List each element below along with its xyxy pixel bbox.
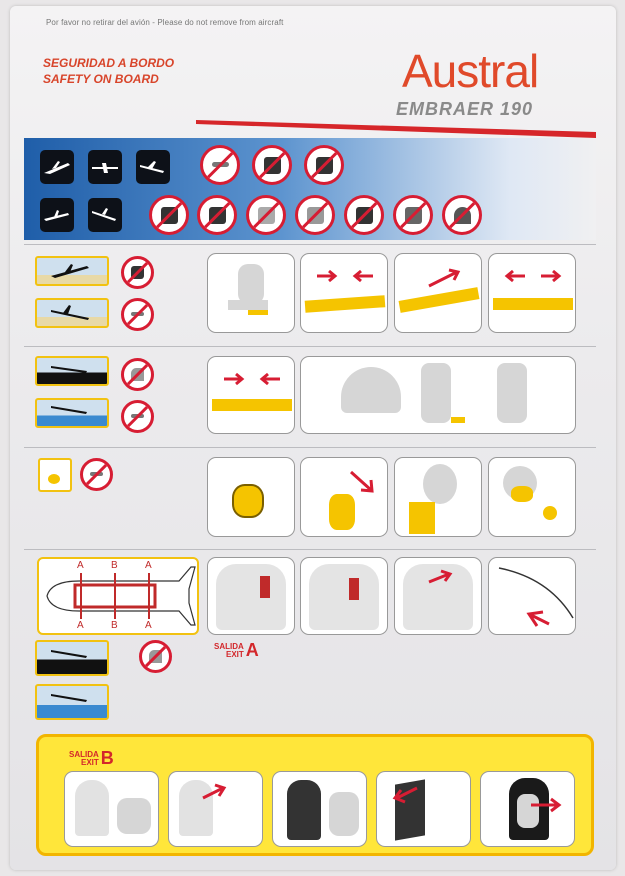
red-swoosh-divider [196,118,596,140]
title-english: SAFETY ON BOARD [43,72,159,86]
no-walkie-talkie-icon [252,145,292,185]
exit-b-step-2 [168,771,263,847]
no-camera-icon [295,195,335,235]
seatbelt-tighten-step [394,253,482,333]
landing-icon [136,150,170,184]
water-evacuation-thumbnail-icon [35,684,109,720]
oxygen-mask-drop-step [207,457,295,537]
exit-b-label [69,748,114,769]
no-smoking-icon [121,400,154,433]
seatbelt-fasten-step-1 [207,253,295,333]
exit-a-label [214,640,259,661]
brace-position-illustration [300,356,576,434]
oxygen-mask-assist-step [488,457,576,537]
no-smoking-icon [200,145,240,185]
seatmap-bottom-label: A [145,620,152,631]
ground-evacuation-thumbnail-icon [35,640,109,676]
exit-a-spanish: SALIDA [214,641,244,651]
seatmap-top-label: A [145,560,152,571]
no-radio-icon [197,195,237,235]
exit-b-letter: B [100,748,114,768]
seatmap-top-label: B [111,560,118,571]
no-mobile-phone-icon [304,145,344,185]
takeoff-thumbnail-icon [35,256,109,286]
oxygen-mask-thumbnail-icon [38,458,72,492]
exit-b-english: EXIT [81,757,99,767]
seatmap-top-label: A [77,560,84,571]
oxygen-mask-place-step [394,457,482,537]
section-divider [24,549,596,550]
section-divider [24,447,596,448]
exit-b-step-3 [272,771,367,847]
no-remote-control-icon [393,195,433,235]
exit-a-step-2 [300,557,388,635]
exit-b-step-5 [480,771,575,847]
landing-thumbnail-icon [35,298,109,328]
title-spanish: SEGURIDAD A BORDO [43,56,175,70]
exit-b-step-4 [376,771,471,847]
exit-a-english: EXIT [226,649,244,659]
descent-icon [88,198,122,232]
seatmap-bottom-label: B [111,620,118,631]
exit-seat-map [37,557,199,635]
oxygen-mask-pull-step [300,457,388,537]
exit-b-spanish: SALIDA [69,749,99,759]
exit-a-step-1 [207,557,295,635]
takeoff-icon [40,150,74,184]
exit-a-step-4 [488,557,576,635]
emergency-landing-water-thumbnail-icon [35,398,109,428]
safety-card [10,6,616,870]
taxi-icon [88,150,122,184]
no-high-heels-icon [139,640,172,673]
aircraft-model: EMBRAER 190 [396,99,534,119]
airline-logo: Austral [402,45,539,97]
no-game-console-icon [246,195,286,235]
exit-a-letter: A [245,640,259,660]
do-not-remove-notice: Por favor no retirar del avión - Please do not remove from aircraft [46,18,284,27]
emergency-landing-ground-thumbnail-icon [35,356,109,386]
no-laptop-icon [149,195,189,235]
no-headphones-icon [442,195,482,235]
seatbelt-fasten-step-2 [300,253,388,333]
seatbelt-fastened-brace-icon [207,356,295,434]
exit-b-step-1 [64,771,159,847]
no-printer-icon [344,195,384,235]
exit-a-step-3 [394,557,482,635]
no-electronics-icon [121,256,154,289]
takeoff-climb-icon [40,198,74,232]
no-smoking-icon [80,458,113,491]
no-high-heels-icon [121,358,154,391]
seatbelt-release-step [488,253,576,333]
seatmap-bottom-label: A [77,620,84,631]
section-divider [24,346,596,347]
no-smoking-icon [121,298,154,331]
section-divider [24,244,596,245]
